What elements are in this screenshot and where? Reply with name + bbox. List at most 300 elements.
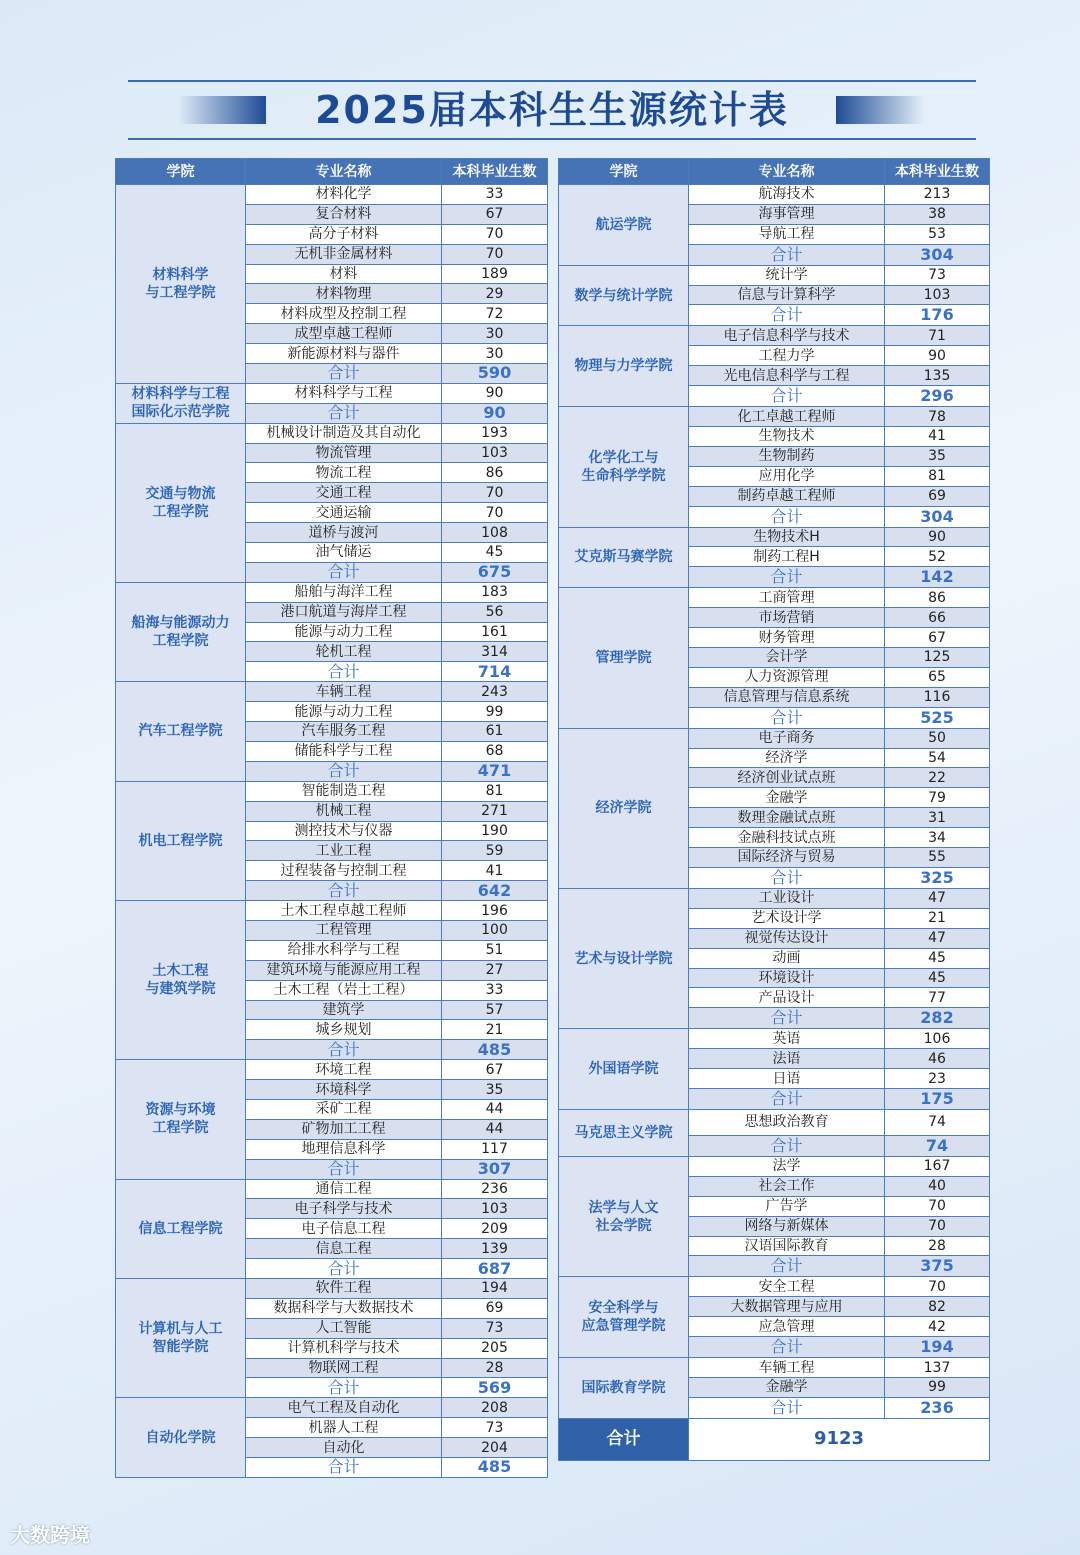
graduate-count: 71 (885, 326, 990, 346)
college-name: 艺术与设计学院 (559, 888, 689, 1028)
graduate-count: 67 (442, 204, 548, 224)
major-name: 汉语国际教育 (689, 1236, 885, 1256)
graduate-count: 135 (885, 366, 990, 386)
subtotal-label: 合计 (246, 403, 442, 423)
major-name: 信息与计算科学 (689, 285, 885, 305)
graduate-count: 29 (442, 284, 548, 304)
graduate-count: 33 (442, 185, 548, 205)
graduate-count: 90 (885, 527, 990, 547)
college-name: 汽车工程学院 (116, 682, 246, 781)
major-name: 大数据管理与应用 (689, 1297, 885, 1317)
graduate-count: 27 (442, 960, 548, 980)
subtotal-label: 合计 (689, 1256, 885, 1277)
major-name: 航海技术 (689, 185, 885, 205)
major-name: 港口航道与海岸工程 (246, 602, 442, 622)
subtotal-value: 642 (442, 881, 548, 901)
graduate-count: 196 (442, 901, 548, 921)
graduate-count: 69 (442, 1298, 548, 1318)
major-name: 电子信息科学与技术 (689, 326, 885, 346)
college-name: 材料科学 与工程学院 (116, 185, 246, 384)
graduate-count: 100 (442, 920, 548, 940)
graduate-count: 45 (885, 968, 990, 988)
page-title: 2025届本科生生源统计表 (315, 88, 789, 132)
subtotal-label: 合计 (689, 244, 885, 265)
major-name: 能源与动力工程 (246, 622, 442, 642)
major-name: 英语 (689, 1029, 885, 1049)
major-name: 测控技术与仪器 (246, 821, 442, 841)
graduate-count: 35 (442, 1080, 548, 1100)
major-name: 物流管理 (246, 443, 442, 463)
major-name: 日语 (689, 1069, 885, 1089)
graduate-count: 54 (885, 748, 990, 768)
graduate-count: 51 (442, 940, 548, 960)
subtotal-value: 282 (885, 1008, 990, 1029)
graduate-count: 90 (442, 383, 548, 403)
graduate-count: 56 (442, 602, 548, 622)
graduate-count: 99 (442, 702, 548, 722)
major-name: 应急管理 (689, 1317, 885, 1337)
subtotal-label: 合计 (246, 1259, 442, 1279)
graduate-count: 22 (885, 768, 990, 788)
subtotal-label: 合计 (689, 707, 885, 728)
subtotal-label: 合计 (246, 1458, 442, 1478)
college-name: 国际教育学院 (559, 1358, 689, 1419)
title-decoration-right (836, 96, 924, 124)
major-name: 汽车服务工程 (246, 722, 442, 742)
subtotal-value: 307 (442, 1159, 548, 1179)
graduate-count: 30 (442, 324, 548, 344)
graduate-count: 70 (442, 503, 548, 523)
college-name: 马克思主义学院 (559, 1109, 689, 1156)
major-name: 制药卓越工程师 (689, 486, 885, 506)
graduate-count: 208 (442, 1398, 548, 1418)
graduate-count: 69 (885, 486, 990, 506)
table-row (559, 185, 990, 205)
table-row (116, 1278, 548, 1298)
graduate-count: 53 (885, 224, 990, 244)
major-name: 材料化学 (246, 185, 442, 205)
college-name: 土木工程 与建筑学院 (116, 901, 246, 1060)
college-name: 法学与人文 社会学院 (559, 1156, 689, 1276)
graduate-count: 21 (442, 1020, 548, 1040)
subtotal-value: 375 (885, 1256, 990, 1277)
major-name: 成型卓越工程师 (246, 324, 442, 344)
graduate-count: 73 (442, 1318, 548, 1338)
graduate-count: 103 (885, 285, 990, 305)
graduate-count: 33 (442, 980, 548, 1000)
major-name: 通信工程 (246, 1179, 442, 1199)
graduate-count: 82 (885, 1297, 990, 1317)
major-name: 油气储运 (246, 543, 442, 563)
table-row (116, 582, 548, 602)
subtotal-label: 合计 (689, 1337, 885, 1358)
graduate-count: 189 (442, 264, 548, 284)
table-row (559, 728, 990, 748)
graduate-count: 21 (885, 908, 990, 928)
subtotal-value: 471 (442, 761, 548, 781)
graduate-count: 50 (885, 728, 990, 748)
major-name: 统计学 (689, 265, 885, 285)
major-name: 环境科学 (246, 1080, 442, 1100)
graduate-count: 213 (885, 185, 990, 205)
graduate-count: 117 (442, 1139, 548, 1159)
major-name: 高分子材料 (246, 224, 442, 244)
table-row (559, 1358, 990, 1378)
graduate-count: 204 (442, 1438, 548, 1458)
major-name: 机械工程 (246, 801, 442, 821)
title-banner (128, 80, 976, 140)
header-count: 本科毕业生数 (442, 159, 548, 185)
major-name: 车辆工程 (246, 682, 442, 702)
subtotal-value: 296 (885, 386, 990, 407)
subtotal-value: 687 (442, 1259, 548, 1279)
header-college: 学院 (116, 159, 246, 185)
major-name: 建筑环境与能源应用工程 (246, 960, 442, 980)
major-name: 会计学 (689, 648, 885, 668)
graduate-count: 167 (885, 1156, 990, 1176)
subtotal-label: 合计 (689, 386, 885, 407)
graduate-count: 108 (442, 523, 548, 543)
header-major: 专业名称 (246, 159, 442, 185)
major-name: 电气工程及自动化 (246, 1398, 442, 1418)
major-name: 社会工作 (689, 1176, 885, 1196)
major-name: 工程管理 (246, 920, 442, 940)
subtotal-label: 合计 (246, 364, 442, 384)
graduate-count: 42 (885, 1317, 990, 1337)
graduate-count: 40 (885, 1176, 990, 1196)
graduate-count: 77 (885, 988, 990, 1008)
major-name: 给排水科学与工程 (246, 940, 442, 960)
major-name: 环境设计 (689, 968, 885, 988)
table-row (116, 423, 548, 443)
graduate-count: 67 (885, 628, 990, 648)
graduate-count: 78 (885, 407, 990, 427)
major-name: 车辆工程 (689, 1358, 885, 1378)
header-major: 专业名称 (689, 159, 885, 185)
major-name: 自动化 (246, 1438, 442, 1458)
graduate-count: 41 (885, 427, 990, 447)
graduate-count: 61 (442, 722, 548, 742)
major-name: 生物制药 (689, 446, 885, 466)
major-name: 法学 (689, 1156, 885, 1176)
graduate-count: 209 (442, 1219, 548, 1239)
major-name: 生物技术H (689, 527, 885, 547)
subtotal-label: 合计 (246, 662, 442, 682)
table-row (116, 383, 548, 403)
subtotal-value: 194 (885, 1337, 990, 1358)
college-name: 机电工程学院 (116, 781, 246, 900)
graduate-count: 30 (442, 344, 548, 364)
graduate-count: 45 (885, 948, 990, 968)
subtotal-label: 合计 (246, 1378, 442, 1398)
major-name: 思想政治教育 (689, 1109, 885, 1135)
subtotal-value: 590 (442, 364, 548, 384)
subtotal-label: 合计 (689, 506, 885, 527)
major-name: 广告学 (689, 1196, 885, 1216)
major-name: 储能科学与工程 (246, 741, 442, 761)
subtotal-value: 176 (885, 305, 990, 326)
graduate-count: 68 (442, 741, 548, 761)
subtotal-label: 合计 (689, 1008, 885, 1029)
major-name: 金融学 (689, 788, 885, 808)
major-name: 电子科学与技术 (246, 1199, 442, 1219)
graduate-count: 55 (885, 848, 990, 868)
graduate-count: 66 (885, 608, 990, 628)
graduate-count: 57 (442, 1000, 548, 1020)
college-name: 材料科学与工程 国际化示范学院 (116, 383, 246, 423)
major-name: 工业设计 (689, 888, 885, 908)
subtotal-label: 合计 (689, 867, 885, 888)
major-name: 道桥与渡河 (246, 523, 442, 543)
major-name: 智能制造工程 (246, 781, 442, 801)
college-name: 计算机与人工 智能学院 (116, 1278, 246, 1397)
major-name: 工程力学 (689, 346, 885, 366)
subtotal-value: 304 (885, 506, 990, 527)
graduate-count: 90 (885, 346, 990, 366)
major-name: 工业工程 (246, 841, 442, 861)
graduate-count: 106 (885, 1029, 990, 1049)
major-name: 经济学 (689, 748, 885, 768)
table-row (559, 326, 990, 346)
graduate-count: 34 (885, 828, 990, 848)
major-name: 物流工程 (246, 463, 442, 483)
major-name: 复合材料 (246, 204, 442, 224)
major-name: 安全工程 (689, 1277, 885, 1297)
graduate-count: 194 (442, 1278, 548, 1298)
graduate-count: 193 (442, 423, 548, 443)
college-name: 航运学院 (559, 185, 689, 266)
major-name: 产品设计 (689, 988, 885, 1008)
table-row (559, 888, 990, 908)
grand-total-label: 合计 (559, 1418, 689, 1460)
graduate-count: 44 (442, 1119, 548, 1139)
graduate-count: 72 (442, 304, 548, 324)
major-name: 软件工程 (246, 1278, 442, 1298)
graduate-count: 99 (885, 1377, 990, 1397)
graduate-count: 67 (442, 1060, 548, 1080)
graduate-count: 44 (442, 1099, 548, 1119)
major-name: 土木工程卓越工程师 (246, 901, 442, 921)
major-name: 土木工程（岩土工程） (246, 980, 442, 1000)
college-name: 信息工程学院 (116, 1179, 246, 1278)
major-name: 材料成型及控制工程 (246, 304, 442, 324)
college-name: 安全科学与 应急管理学院 (559, 1277, 689, 1358)
table-row (559, 407, 990, 427)
major-name: 环境工程 (246, 1060, 442, 1080)
major-name: 应用化学 (689, 466, 885, 486)
college-name: 资源与环境 工程学院 (116, 1060, 246, 1179)
major-name: 机械设计制造及其自动化 (246, 423, 442, 443)
subtotal-value: 675 (442, 562, 548, 582)
major-name: 材料物理 (246, 284, 442, 304)
graduate-count: 52 (885, 547, 990, 567)
major-name: 视觉传达设计 (689, 928, 885, 948)
college-name: 船海与能源动力 工程学院 (116, 582, 246, 681)
major-name: 制药工程H (689, 547, 885, 567)
major-name: 金融科技试点班 (689, 828, 885, 848)
table-row (116, 1179, 548, 1199)
subtotal-value: 714 (442, 662, 548, 682)
graduate-count: 47 (885, 928, 990, 948)
major-name: 动画 (689, 948, 885, 968)
graduate-count: 271 (442, 801, 548, 821)
subtotal-label: 合计 (689, 1088, 885, 1109)
graduate-count: 236 (442, 1179, 548, 1199)
subtotal-value: 325 (885, 867, 990, 888)
major-name: 海事管理 (689, 204, 885, 224)
major-name: 信息工程 (246, 1239, 442, 1259)
major-name: 交通工程 (246, 483, 442, 503)
major-name: 采矿工程 (246, 1099, 442, 1119)
major-name: 地理信息科学 (246, 1139, 442, 1159)
subtotal-value: 236 (885, 1397, 990, 1418)
major-name: 网络与新媒体 (689, 1216, 885, 1236)
table-row (559, 1156, 990, 1176)
major-name: 导航工程 (689, 224, 885, 244)
graduate-count: 81 (442, 781, 548, 801)
major-name: 市场营销 (689, 608, 885, 628)
subtotal-label: 合计 (246, 1040, 442, 1060)
major-name: 船舶与海洋工程 (246, 582, 442, 602)
major-name: 材料科学与工程 (246, 383, 442, 403)
major-name: 建筑学 (246, 1000, 442, 1020)
major-name: 新能源材料与器件 (246, 344, 442, 364)
college-name: 经济学院 (559, 728, 689, 888)
graduate-count: 73 (442, 1418, 548, 1438)
major-name: 生物技术 (689, 427, 885, 447)
header-college: 学院 (559, 159, 689, 185)
subtotal-label: 合计 (689, 305, 885, 326)
subtotal-label: 合计 (246, 562, 442, 582)
table-row (116, 901, 548, 921)
table-row (559, 1109, 990, 1135)
graduate-count: 70 (442, 244, 548, 264)
major-name: 机器人工程 (246, 1418, 442, 1438)
subtotal-value: 175 (885, 1088, 990, 1109)
graduate-count: 23 (885, 1069, 990, 1089)
graduate-count: 70 (442, 224, 548, 244)
major-name: 信息管理与信息系统 (689, 687, 885, 707)
graduate-count: 70 (442, 483, 548, 503)
graduate-count: 81 (885, 466, 990, 486)
graduate-count: 183 (442, 582, 548, 602)
major-name: 化工卓越工程师 (689, 407, 885, 427)
college-name: 化学化工与 生命科学学院 (559, 407, 689, 527)
graduate-count: 46 (885, 1049, 990, 1069)
table-row (116, 185, 548, 205)
major-name: 电子商务 (689, 728, 885, 748)
college-name: 物理与力学学院 (559, 326, 689, 407)
graduate-count: 79 (885, 788, 990, 808)
graduate-count: 70 (885, 1277, 990, 1297)
graduate-count: 31 (885, 808, 990, 828)
table-row (559, 527, 990, 547)
watermark: 大数跨境 (10, 1523, 90, 1547)
right-statistics-table (558, 158, 990, 1461)
graduate-count: 65 (885, 667, 990, 687)
major-name: 财务管理 (689, 628, 885, 648)
major-name: 人力资源管理 (689, 667, 885, 687)
subtotal-label: 合计 (689, 1135, 885, 1156)
major-name: 矿物加工工程 (246, 1119, 442, 1139)
major-name: 过程装备与控制工程 (246, 861, 442, 881)
graduate-count: 59 (442, 841, 548, 861)
graduate-count: 190 (442, 821, 548, 841)
college-name: 自动化学院 (116, 1398, 246, 1478)
table-row (559, 265, 990, 285)
subtotal-label: 合计 (246, 761, 442, 781)
graduate-count: 28 (442, 1358, 548, 1378)
subtotal-value: 485 (442, 1040, 548, 1060)
college-name: 数学与统计学院 (559, 265, 689, 326)
graduate-count: 137 (885, 1358, 990, 1378)
major-name: 电子信息工程 (246, 1219, 442, 1239)
graduate-count: 45 (442, 543, 548, 563)
table-row (559, 588, 990, 608)
graduate-count: 116 (885, 687, 990, 707)
graduate-count: 161 (442, 622, 548, 642)
major-name: 金融学 (689, 1377, 885, 1397)
table-row (116, 781, 548, 801)
major-name: 交通运输 (246, 503, 442, 523)
major-name: 经济创业试点班 (689, 768, 885, 788)
major-name: 数理金融试点班 (689, 808, 885, 828)
college-name: 交通与物流 工程学院 (116, 423, 246, 582)
subtotal-value: 90 (442, 403, 548, 423)
left-statistics-table (115, 158, 548, 1478)
header-count: 本科毕业生数 (885, 159, 990, 185)
subtotal-label: 合计 (246, 881, 442, 901)
subtotal-value: 142 (885, 567, 990, 588)
major-name: 物联网工程 (246, 1358, 442, 1378)
table-row (559, 1029, 990, 1049)
major-name: 艺术设计学 (689, 908, 885, 928)
graduate-count: 86 (885, 588, 990, 608)
major-name: 工商管理 (689, 588, 885, 608)
graduate-count: 28 (885, 1236, 990, 1256)
graduate-count: 41 (442, 861, 548, 881)
subtotal-label: 合计 (246, 1159, 442, 1179)
subtotal-label: 合计 (689, 1397, 885, 1418)
table-row (116, 1398, 548, 1418)
major-name: 光电信息科学与工程 (689, 366, 885, 386)
major-name: 城乡规划 (246, 1020, 442, 1040)
graduate-count: 74 (885, 1109, 990, 1135)
graduate-count: 70 (885, 1216, 990, 1236)
graduate-count: 35 (885, 446, 990, 466)
table-row (116, 682, 548, 702)
graduate-count: 86 (442, 463, 548, 483)
graduate-count: 139 (442, 1239, 548, 1259)
major-name: 数据科学与大数据技术 (246, 1298, 442, 1318)
major-name: 国际经济与贸易 (689, 848, 885, 868)
major-name: 计算机科学与技术 (246, 1338, 442, 1358)
college-name: 管理学院 (559, 588, 689, 728)
graduate-count: 47 (885, 888, 990, 908)
subtotal-value: 304 (885, 244, 990, 265)
graduate-count: 243 (442, 682, 548, 702)
major-name: 无机非金属材料 (246, 244, 442, 264)
graduate-count: 103 (442, 1199, 548, 1219)
subtotal-value: 485 (442, 1458, 548, 1478)
graduate-count: 125 (885, 648, 990, 668)
table-row (559, 1277, 990, 1297)
subtotal-value: 525 (885, 707, 990, 728)
subtotal-value: 569 (442, 1378, 548, 1398)
graduate-count: 205 (442, 1338, 548, 1358)
major-name: 法语 (689, 1049, 885, 1069)
major-name: 轮机工程 (246, 642, 442, 662)
